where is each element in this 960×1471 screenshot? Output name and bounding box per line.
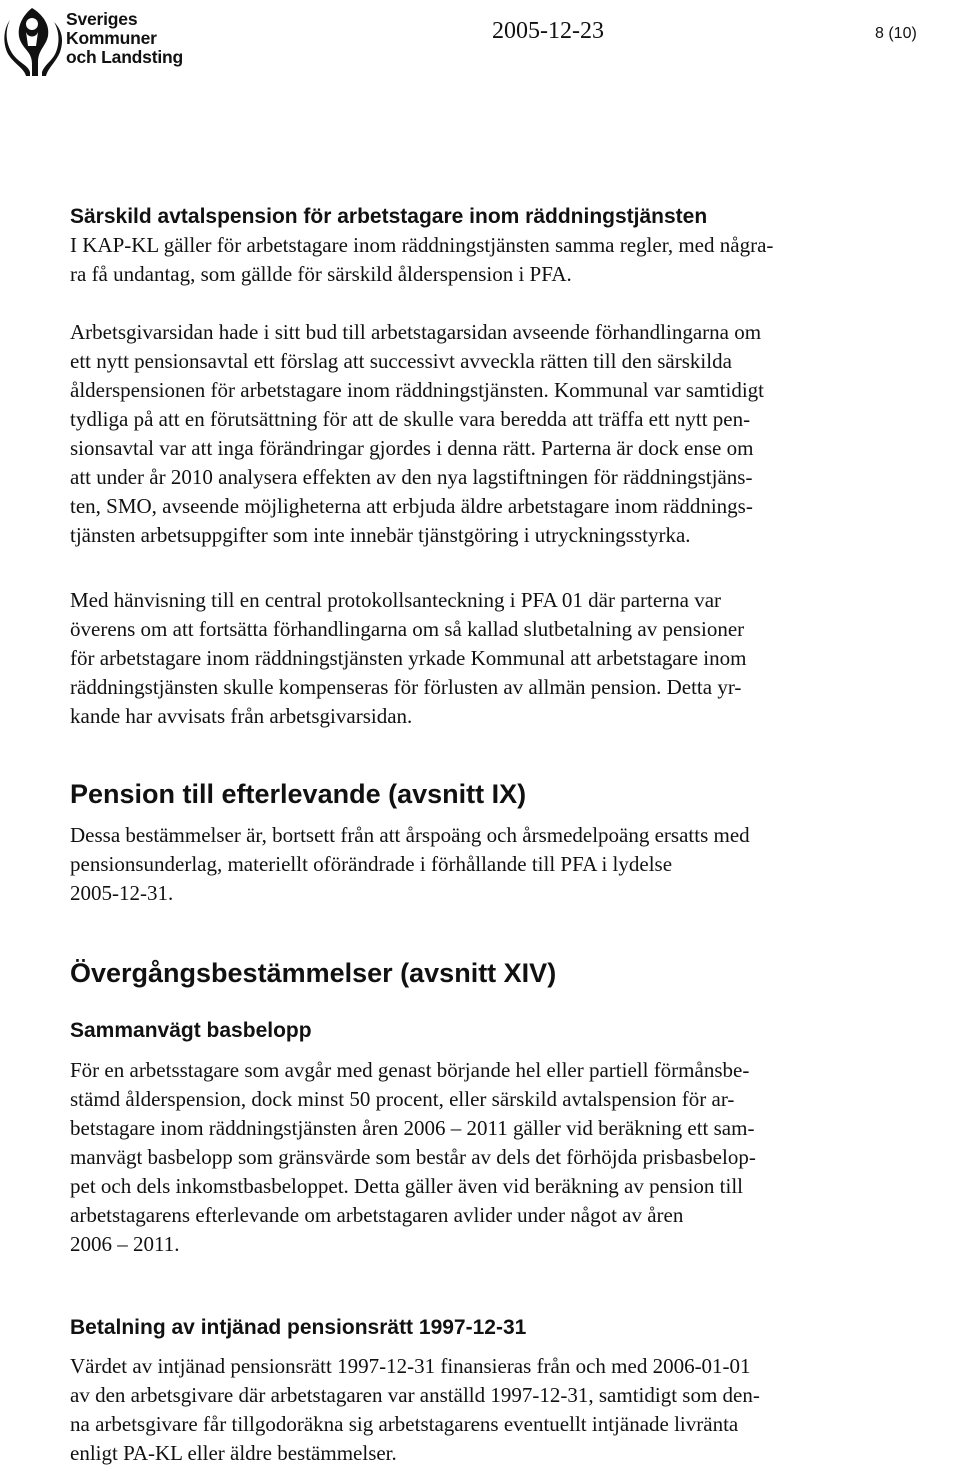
text-line: Dessa bestämmelser är, bortsett från att årspoäng och årsmedelpoäng ersatts med	[70, 823, 750, 847]
logo-line-3: och Landsting	[66, 47, 183, 67]
text-line: sionsavtal var att inga förändringar gjordes i denna rätt. Parterna är dock ense om	[70, 436, 754, 460]
text-line: pet och dels inkomstbasbeloppet. Detta gäller även vid beräkning av pension till	[70, 1174, 743, 1198]
section-heading: Pension till efterlevande (avsnitt IX)	[70, 779, 527, 809]
paragraph	[70, 231, 773, 289]
text-line: av den arbetsgivare där arbetstagaren var anställd 1997-12-31, samtidigt som den-	[70, 1383, 760, 1407]
text-line: enligt PA-KL eller äldre bestämmelser.	[70, 1441, 397, 1465]
section-heading: Särskild avtalspension för arbetstagare inom räddningstjänsten	[70, 205, 708, 228]
paragraph	[70, 1352, 760, 1468]
text-line: Arbetsgivarsidan hade i sitt bud till arbetstagarsidan avseende förhandlingarna om	[70, 320, 762, 344]
subsection-heading: Sammanvägt basbelopp	[70, 1019, 312, 1042]
text-line: tjänsten arbetsuppgifter som inte innebär tjänstgöring i utryckningsstyrka.	[70, 523, 691, 547]
organization-logo	[0, 0, 190, 78]
text-line: tydliga på att en förutsättning för att de skulle vara beredda att träffa ett nytt pen-	[70, 407, 751, 431]
logo-line-1: Sveriges	[66, 9, 138, 29]
text-line: Med hänvisning till en central protokollsanteckning i PFA 01 där parterna var	[70, 588, 722, 612]
section-survivor-pension	[70, 777, 526, 811]
section-special-pension	[70, 202, 773, 289]
document-date: 2005-12-23	[492, 18, 604, 44]
text-line: arbetstagarens efterlevande om arbetstagaren avlider under något av åren	[70, 1203, 684, 1227]
logo-line-2: Kommuner	[66, 28, 157, 48]
subsection-heading-wrap	[70, 1313, 526, 1342]
text-line: ten, SMO, avseende möjligheterna att erbjuda äldre arbetstagare inom räddnings-	[70, 494, 753, 518]
text-line: För en arbetsstagare som avgår med genast börjande hel eller partiell förmånsbe-	[70, 1058, 750, 1082]
text-line: ett nytt pensionsavtal ett förslag att successivt avveckla rätten till den särskilda	[70, 349, 732, 373]
logo-emblem-icon	[2, 2, 64, 78]
text-line: na arbetsgivare får tillgodoräkna sig arbetstagarens eventuellt intjänade livränta	[70, 1412, 739, 1436]
text-line: stämd ålderspension, dock minst 50 procent, eller särskild avtalspension för ar-	[70, 1087, 735, 1111]
paragraph	[70, 1056, 756, 1259]
paragraph	[70, 821, 750, 908]
text-line: för arbetstagare inom räddningstjänsten yrkade Kommunal att arbetstagare inom	[70, 646, 747, 670]
text-line: betstagare inom räddningstjänsten åren 2006 – 2011 gäller vid beräkning ett sam-	[70, 1116, 755, 1140]
section-transitional-provisions	[70, 956, 556, 990]
subsection-heading-wrap	[70, 1016, 312, 1045]
text-line: Värdet av intjänad pensionsrätt 1997-12-31 finansieras från och med 2006-01-01	[70, 1354, 751, 1378]
paragraph	[70, 318, 764, 550]
page-number: 8 (10)	[875, 25, 917, 42]
text-line: överens om att fortsätta förhandlingarna om så kallad slutbetalning av pensioner	[70, 617, 745, 641]
section-heading: Övergångsbestämmelser (avsnitt XIV)	[70, 958, 557, 988]
text-line: ra få undantag, som gällde för särskild ålderspension i PFA.	[70, 262, 572, 286]
text-line: att under år 2010 analysera effekten av den nya lagstiftningen för räddningstjäns-	[70, 465, 753, 489]
subsection-heading: Betalning av intjänad pensionsrätt 1997-12-31	[70, 1316, 527, 1339]
text-line: manvägt basbelopp som gränsvärde som består av dels det förhöjda prisbasbelop-	[70, 1145, 756, 1169]
paragraph	[70, 586, 746, 731]
text-line: 2006 – 2011.	[70, 1232, 180, 1256]
text-line: räddningstjänsten skulle kompenseras för förlusten av allmän pension. Detta yr-	[70, 675, 742, 699]
text-line: 2005-12-31.	[70, 881, 174, 905]
text-line: ålderspensionen för arbetstagare inom räddningstjänsten. Kommunal var samtidigt	[70, 378, 764, 402]
text-line: I KAP-KL gäller för arbetstagare inom räddningstjänsten samma regler, med några-	[70, 233, 774, 257]
text-line: kande har avvisats från arbetsgivarsidan.	[70, 704, 413, 728]
text-line: pensionsunderlag, materiellt oförändrade i förhållande till PFA i lydelse	[70, 852, 673, 876]
logo-wordmark	[66, 10, 183, 67]
